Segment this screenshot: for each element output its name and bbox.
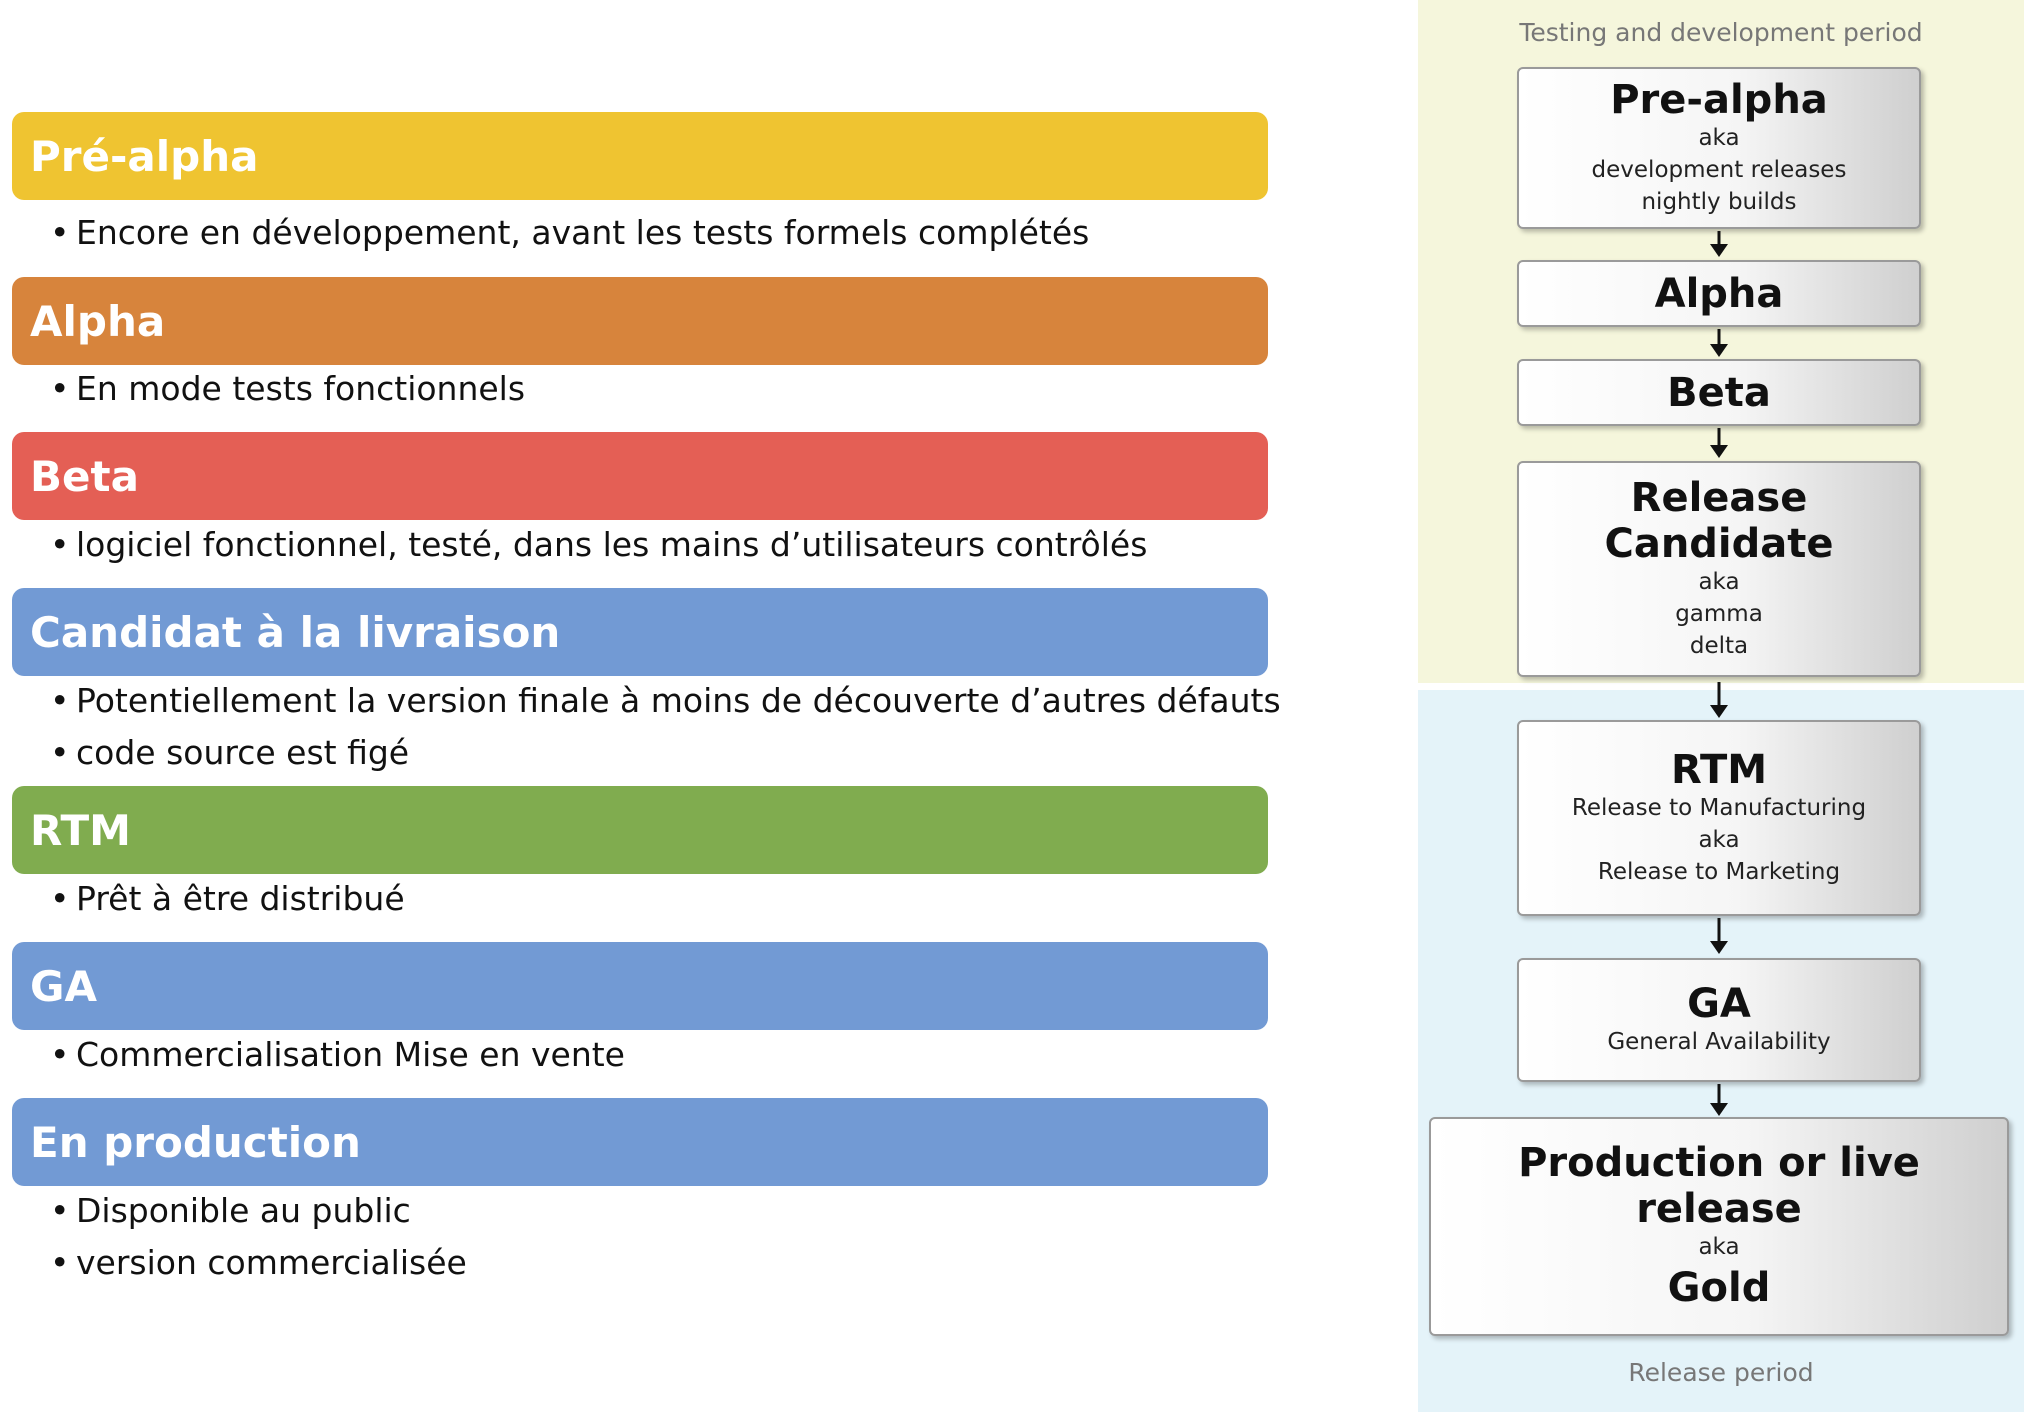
arrow-down-icon — [1706, 680, 1732, 720]
box-title-gold: Gold — [1667, 1265, 1771, 1312]
stage-bullet: • version commercialisée — [50, 1243, 467, 1282]
stage-header-production: En production — [12, 1098, 1268, 1186]
stage-bullet: • Disponible au public — [50, 1191, 411, 1230]
box-subtitle: aka — [1698, 569, 1740, 596]
stage-header-prealpha: Pré-alpha — [12, 112, 1268, 200]
stage-bullet: • En mode tests fonctionnels — [50, 369, 526, 408]
box-subtitle: Release to Marketing — [1597, 858, 1841, 885]
stage-header-alpha: Alpha — [12, 277, 1268, 365]
box-title: Alpha — [1654, 270, 1784, 317]
box-alpha — [1517, 260, 1921, 327]
box-subtitle: Release to Manufacturing — [1571, 795, 1867, 822]
release-period-label: Release period — [1628, 1358, 1814, 1387]
box-subtitle: delta — [1689, 632, 1749, 659]
box-title: Pre-alpha — [1610, 77, 1828, 124]
stage-header-rtm: RTM — [12, 786, 1268, 874]
box-title: RTM — [1670, 747, 1768, 794]
stage-bullet: • Commercialisation Mise en vente — [50, 1035, 625, 1074]
box-subtitle: nightly builds — [1641, 188, 1797, 215]
stage-bullet: • logiciel fonctionnel, testé, dans les mains d’utilisateurs contrôlés — [50, 525, 1148, 564]
box-subtitle: aka — [1698, 1233, 1740, 1260]
stage-header-release-candidate: Candidat à la livraison — [12, 588, 1268, 676]
box-ga — [1517, 958, 1921, 1082]
box-beta — [1517, 359, 1921, 426]
box-subtitle: aka — [1698, 827, 1740, 854]
box-subtitle: development releases — [1591, 157, 1847, 184]
arrow-down-icon — [1706, 229, 1732, 259]
arrow-down-icon — [1706, 916, 1732, 956]
box-production — [1429, 1117, 2009, 1336]
box-title: GA — [1687, 981, 1751, 1028]
box-subtitle: aka — [1698, 125, 1740, 152]
box-release-candidate — [1517, 461, 1921, 677]
stage-bullet: • Encore en développement, avant les tests formels complétés — [50, 213, 1090, 252]
stage-bullet: • Potentiellement la version finale à moins de découverte d’autres défauts — [50, 681, 1281, 720]
box-subtitle: General Availability — [1607, 1029, 1831, 1056]
box-rtm — [1517, 720, 1921, 916]
testing-period-label: Testing and development period — [1519, 18, 1923, 47]
box-title: Beta — [1667, 369, 1771, 416]
arrow-down-icon — [1706, 327, 1732, 359]
stage-header-ga: GA — [12, 942, 1268, 1030]
box-subtitle: gamma — [1675, 601, 1763, 628]
stage-bullet: • code source est figé — [50, 733, 410, 772]
box-title: Production or live release — [1518, 1139, 1920, 1232]
stage-bullet: • Prêt à être distribué — [50, 879, 405, 918]
box-prealpha — [1517, 67, 1921, 229]
stage-header-beta: Beta — [12, 432, 1268, 520]
arrow-down-icon — [1706, 426, 1732, 460]
arrow-down-icon — [1706, 1082, 1732, 1118]
box-title: Release Candidate — [1604, 475, 1834, 568]
